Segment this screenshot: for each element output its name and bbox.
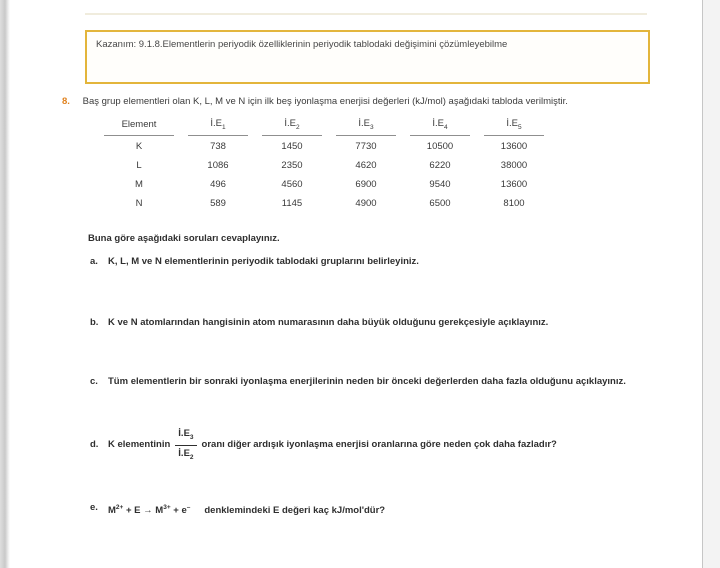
column-header-element: Element	[104, 116, 174, 136]
column-header-ie2	[262, 116, 322, 136]
eq-superscript: –	[186, 504, 191, 511]
subquestion-letter: a.	[90, 256, 98, 267]
question-number: 8.	[62, 96, 70, 107]
cell-value: 2350	[281, 159, 303, 171]
ie-header-base: İ.E	[284, 118, 296, 129]
subquestion-d-post-text: oranı diğer ardışık iyonlaşma enerjisi oranlarına göre neden çok daha fazladır?	[201, 439, 557, 451]
ie-header-sub: 4	[444, 123, 448, 131]
ie-header-sub: 1	[222, 123, 226, 131]
ie-header-sub: 5	[518, 123, 522, 131]
subquestion-d-pre-text: K elementinin	[108, 439, 171, 451]
cell-element: L	[136, 159, 142, 171]
table-header-row	[104, 116, 544, 136]
cropped-box-edge	[85, 13, 647, 15]
cell-element: M	[135, 178, 143, 190]
ie-header-base: İ.E	[358, 118, 370, 129]
eq-superscript: 3+	[163, 504, 171, 511]
fraction-denominator-sub: 2	[189, 453, 194, 461]
ie-header-base: İ.E	[210, 118, 222, 129]
cell-element: K	[135, 140, 143, 152]
table-row	[104, 193, 544, 212]
eq-species: M	[108, 505, 116, 517]
fraction-denominator-base: İ.E	[178, 447, 190, 459]
cell-value: 13600	[500, 178, 528, 190]
subquestion-letter: d.	[90, 439, 99, 451]
ionization-equation	[108, 505, 190, 516]
eq-species: + e	[170, 505, 187, 517]
table-row	[104, 155, 544, 174]
page-left-edge	[0, 0, 10, 568]
question-8	[62, 96, 682, 108]
subquestion-b	[90, 317, 700, 329]
subquestion-d	[90, 427, 700, 464]
fraction-numerator	[175, 427, 196, 446]
cell-value: 6220	[429, 159, 451, 171]
ionization-energy-table	[90, 116, 558, 212]
subquestion-e-body	[108, 502, 693, 517]
subquestion-e	[90, 502, 700, 517]
subquestion-c	[90, 376, 700, 388]
ie-header-sub: 2	[296, 123, 300, 131]
subquestion-letter: b.	[90, 317, 99, 328]
cell-value: 10500	[426, 140, 454, 152]
column-header-ie5	[484, 116, 544, 136]
cell-value: 4620	[355, 159, 377, 171]
instruction-text: Buna göre aşağıdaki soruları cevaplayınız.	[88, 233, 280, 244]
subquestion-a	[90, 256, 700, 268]
learning-objective-text: Kazanım: 9.1.8.Elementlerin periyodik özelliklerinin periyodik tablodaki değişimini çözümleyebilme	[96, 39, 508, 50]
subquestion-text: Tüm elementlerin bir sonraki iyonlaşma enerjilerinin neden bir önceki değerlerden daha fazla olduğunu açıklayınız.	[108, 376, 626, 387]
column-header-ie4	[410, 116, 470, 136]
cell-value: 589	[210, 197, 226, 209]
cell-value: 4560	[281, 178, 303, 190]
cell-element: N	[135, 197, 143, 209]
cell-value: 738	[210, 140, 226, 152]
column-header-ie1	[188, 116, 248, 136]
subquestion-letter: c.	[90, 376, 98, 387]
cell-value: 7730	[355, 140, 377, 152]
page-right-edge	[702, 0, 720, 568]
ie-header-sub: 3	[370, 123, 374, 131]
cell-value: 38000	[500, 159, 528, 171]
ie-ratio-fraction	[175, 427, 196, 464]
ie-header-base: İ.E	[506, 118, 518, 129]
cell-value: 9540	[429, 178, 451, 190]
cell-value: 13600	[500, 140, 528, 152]
cell-value: 496	[210, 178, 226, 190]
cell-value: 8100	[503, 197, 525, 209]
cell-value: 6500	[429, 197, 451, 209]
eq-operator: + E → M	[123, 505, 164, 517]
cell-value: 1450	[281, 140, 303, 152]
fraction-numerator-sub: 3	[189, 433, 194, 441]
column-header-ie3	[336, 116, 396, 136]
subquestion-e-text: denklemindeki E değeri kaç kJ/mol'dür?	[204, 505, 386, 517]
subquestion-text: K, L, M ve N elementlerinin periyodik tablodaki gruplarını belirleyiniz.	[108, 256, 419, 267]
eq-superscript: 2+	[115, 504, 124, 511]
table-row	[104, 174, 544, 193]
learning-objective-box	[85, 30, 650, 84]
ie-header-base: İ.E	[432, 118, 444, 129]
question-text: Baş grup elementleri olan K, L, M ve N için ilk beş iyonlaşma enerjisi değerleri (kJ/mol) aşağıdaki tabloda verilmiştir.	[82, 96, 568, 107]
subquestion-letter: e.	[90, 502, 98, 513]
fraction-numerator-base: İ.E	[178, 428, 190, 439]
cell-value: 6900	[355, 178, 377, 190]
cell-value: 4900	[355, 197, 377, 209]
subquestion-text: K ve N atomlarından hangisinin atom numarasının daha büyük olduğunu gerekçesiyle açıklayınız.	[108, 317, 549, 328]
cell-value: 1145	[281, 197, 303, 209]
fraction-denominator	[178, 446, 193, 464]
worksheet-page	[10, 0, 703, 568]
cell-value: 1086	[207, 159, 229, 171]
table-row	[104, 136, 544, 155]
